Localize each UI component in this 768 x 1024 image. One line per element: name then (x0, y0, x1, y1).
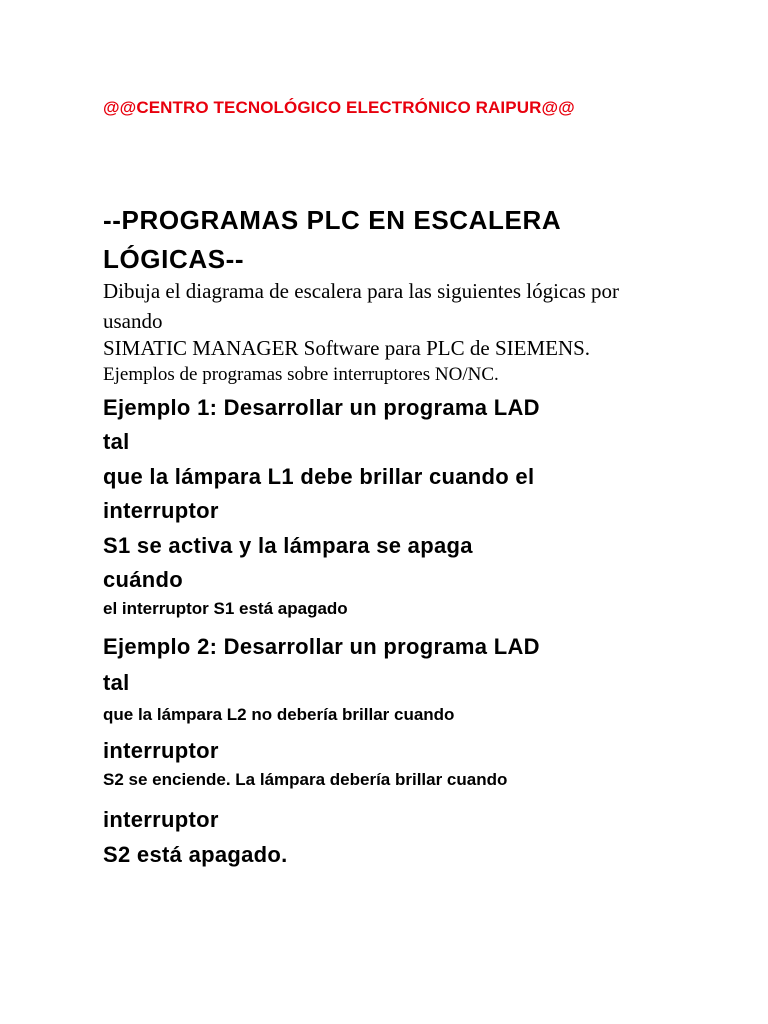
example2-line-1: Ejemplo 2: Desarrollar un programa LAD (103, 634, 540, 659)
example1-line-7: el interruptor S1 está apagado (103, 599, 348, 618)
center-header: @@CENTRO TECNOLÓGICO ELECTRÓNICO RAIPUR@@ (103, 98, 575, 117)
example1-line-1: Ejemplo 1: Desarrollar un programa LAD (103, 395, 540, 420)
example1-line-6: cuándo (103, 567, 184, 592)
example2-line-7: S2 está apagado. (103, 842, 288, 867)
title-line-2: LÓGICAS-- (103, 244, 245, 274)
intro-line-4: Ejemplos de programas sobre interruptores NO/NC. (103, 364, 499, 385)
example2-line-3: que la lámpara L2 no debería brillar cuando (103, 705, 455, 724)
title-line-1: --PROGRAMAS PLC EN ESCALERA (103, 205, 562, 235)
intro-line-2: usando (103, 309, 163, 333)
example1-line-3: que la lámpara L1 debe brillar cuando el (103, 464, 535, 489)
example2-line-6: interruptor (103, 807, 219, 832)
example1-line-2: tal (103, 429, 130, 454)
example1-line-4: interruptor (103, 498, 219, 523)
example2-line-5: S2 se enciende. La lámpara debería brillar cuando (103, 770, 508, 789)
example1-line-5: S1 se activa y la lámpara se apaga (103, 533, 473, 558)
intro-line-3: SIMATIC MANAGER Software para PLC de SIEMENS. (103, 336, 591, 360)
intro-line-1: Dibuja el diagrama de escalera para las siguientes lógicas por (103, 279, 620, 303)
example2-line-4: interruptor (103, 738, 219, 763)
example2-line-2: tal (103, 670, 130, 695)
